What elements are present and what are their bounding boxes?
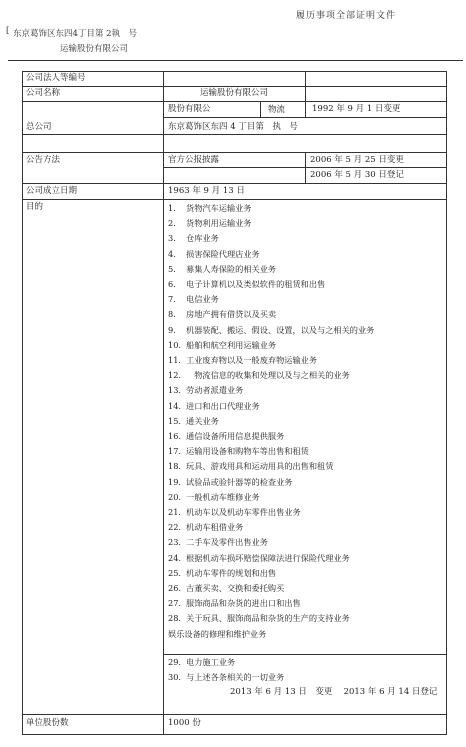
purpose-item-number: 15. (168, 415, 182, 426)
purpose-item (168, 629, 266, 640)
company-name-new-prefix: 股份有限公 (168, 104, 211, 114)
company-name-change-date: 1992 年 9 月 1 日变更 (312, 104, 401, 114)
purpose-item-text: 通关业务 (186, 415, 219, 426)
purpose-item-text: 古董买卖、交换和委托购买 (186, 583, 285, 593)
purpose-item-number: 19. (168, 476, 182, 487)
purpose-item (168, 218, 252, 229)
purpose-item (168, 446, 309, 457)
document-title: 履历事项全部证明文件 (295, 11, 396, 21)
purpose-item (168, 309, 276, 320)
corp-id-label: 公司法人等编号 (26, 73, 86, 83)
purpose-item-text: 机动车租借业务 (186, 522, 244, 533)
purpose-item-number: 8. (168, 309, 176, 320)
purpose-item-text: 关于玩具、服饰商品和杂货的生产的支持业务 (186, 613, 350, 624)
purpose-item-text: 机器装配、搬运、假设、设置，以及与之相关的业务 (186, 324, 375, 335)
purpose-item (168, 477, 292, 488)
purpose-item-text: 电力施工业务 (186, 657, 236, 667)
header-address: 东京葛饰区东四4丁目第 2執 号 (13, 29, 138, 39)
company-name-new-suffix: 物流 (268, 105, 286, 115)
notice-change-date: 2006 年 5 月 25 日变更 (310, 155, 404, 165)
purpose-item-text: 电信业务 (186, 294, 219, 305)
unit-shares-value: 1000 份 (168, 718, 201, 728)
purpose-change-date: 2013 年 6 月 13 日 变更 2013 年 6 月 14 日登记 (230, 687, 438, 697)
purpose-item (168, 401, 260, 412)
purpose-item-text: 船舶和航空利用运输业务 (186, 339, 277, 350)
purpose-item (168, 233, 219, 244)
purpose-item (168, 613, 350, 624)
purpose-item (168, 279, 325, 290)
purpose-item (168, 522, 243, 533)
purpose-item-text: 工业废弃物以及一般废弃物运输业务 (186, 355, 318, 365)
notice-register-date: 2006 年 5 月 30 日登记 (310, 170, 404, 180)
purpose-item-number: 26. (168, 583, 182, 593)
purpose-item (168, 385, 243, 396)
purpose-item-number: 21. (168, 507, 182, 517)
purpose-item-text: 机动车以及机动车零件出售业务 (186, 507, 301, 517)
purpose-item-number: 6. (168, 279, 176, 289)
purpose-item-text: 服饰商品和杂货的进出口和出售 (186, 598, 301, 609)
purpose-label: 目的 (26, 202, 44, 212)
purpose-item (168, 340, 276, 351)
purpose-item-number: 29. (168, 657, 182, 667)
purpose-item-text: 募集人寿保险的相关业务 (186, 263, 277, 274)
purpose-item (168, 249, 260, 260)
established-value: 1963 年 9 月 13 日 (168, 186, 245, 196)
purpose-item-text: 与上述各条相关的一切业务 (186, 672, 285, 683)
purpose-item (168, 203, 252, 214)
purpose-item (168, 583, 284, 594)
purpose-item-text: 进口和出口代理业务 (186, 400, 260, 411)
purpose-item (168, 264, 276, 275)
purpose-item-text: 娱乐设备的修理和维护业务 (168, 628, 267, 639)
purpose-item-number: 7. (168, 294, 176, 305)
purpose-item-number: 18. (168, 461, 182, 472)
purpose-item-text: 货物利用运输业务 (186, 218, 252, 229)
purpose-item-text: 电子计算机以及类似软件的租赁和出售 (186, 279, 326, 289)
established-label: 公司成立日期 (26, 186, 78, 196)
company-name-value: 运输股份有限公司 (200, 88, 269, 98)
purpose-item-text: 一般机动车维修业务 (186, 491, 260, 502)
purpose-item-number: 25. (168, 567, 182, 578)
purpose-item (168, 537, 268, 548)
purpose-item (168, 355, 317, 366)
purpose-item-text: 机动车零件的规划和出售 (186, 567, 277, 578)
purpose-item-text: 试验品或验针器等的检查业务 (186, 476, 293, 487)
purpose-item-number: 10. (168, 339, 182, 350)
purpose-item-number: 20. (168, 491, 182, 502)
purpose-item-number: 9. (168, 324, 176, 335)
purpose-item-number: 17. (168, 446, 182, 457)
purpose-item-number: 11. (168, 355, 182, 365)
purpose-item-text: 运输用设备和购物车等出售和租赁 (186, 446, 309, 457)
purpose-item-number: 23. (168, 537, 182, 548)
purpose-item-number: 3. (168, 233, 176, 244)
purpose-item-number: 28. (168, 613, 182, 624)
purpose-item (168, 657, 235, 668)
headquarters-label: 总公司 (26, 122, 52, 132)
purpose-item-text: 通信设备所用信息提供服务 (186, 431, 285, 441)
purpose-item (168, 461, 333, 472)
purpose-item-text: 劳动者派遣业务 (186, 385, 244, 396)
purpose-item-number: 16. (168, 431, 182, 441)
purpose-item (168, 370, 350, 381)
header-company: 运输股份有限公司 (60, 44, 129, 54)
purpose-item (168, 598, 301, 609)
purpose-item-text: 货物汽车运输业务 (186, 203, 252, 213)
purpose-item (168, 431, 284, 442)
purpose-item-text: 房地产拥有借贷以及买卖 (186, 309, 277, 320)
purpose-item (168, 568, 276, 579)
purpose-item (168, 325, 374, 336)
header-bracket: [ (6, 26, 10, 36)
purpose-item (168, 492, 260, 503)
header-rule (8, 60, 463, 61)
purpose-item-number: 2. (168, 218, 176, 229)
notice-method-label: 公告方法 (26, 155, 61, 165)
purpose-item (168, 507, 301, 518)
purpose-item-number: 27. (168, 598, 182, 609)
notice-method-value: 官方公报披露 (168, 155, 220, 165)
purpose-item-number: 24. (168, 552, 182, 563)
unit-shares-label: 单位股份数 (26, 718, 69, 728)
purpose-item-text: 损害保险代理店业务 (186, 248, 260, 259)
purpose-item-text: 二手车及零件出售业务 (186, 537, 268, 548)
purpose-item-number: 22. (168, 522, 182, 533)
purpose-item-number: 13. (168, 385, 182, 396)
purpose-item-text: 玩具、游戏用具和运动用具的出售和租赁 (186, 461, 334, 472)
purpose-item (168, 672, 284, 683)
purpose-item-number: 5. (168, 263, 176, 274)
purpose-item (168, 553, 350, 564)
purpose-item-number: 1. (168, 203, 176, 213)
purpose-item-text: 仓库业务 (186, 233, 219, 244)
company-name-label: 公司名称 (26, 88, 61, 98)
purpose-item (168, 416, 219, 427)
purpose-item-number: 14. (168, 400, 182, 411)
headquarters-value: 东京葛饰区东四 4 丁目第 执 号 (168, 122, 298, 132)
purpose-item-text: 物流信息的收集和处理以及与之相关的业务 (186, 370, 350, 381)
purpose-item (168, 294, 219, 305)
purpose-item-number: 4. (168, 248, 176, 259)
purpose-item-number: 12. (168, 370, 182, 381)
purpose-item-number: 30. (168, 672, 182, 683)
purpose-item-text: 根据机动车损坏赔偿保障法进行保险代理业务 (186, 552, 350, 563)
